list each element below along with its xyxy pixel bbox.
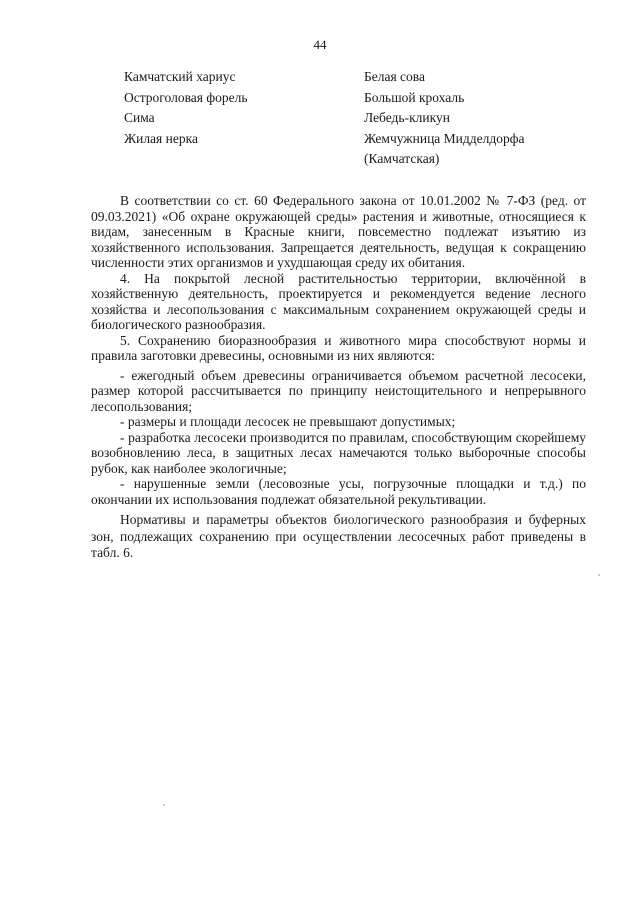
list-item: - нарушенные земли (лесовозные усы, погрузочные площадки и т.д.) по окончании их использования подлежат обязательной рекультивации. — [91, 476, 586, 507]
species-item: Сима — [124, 110, 155, 125]
scan-speck — [598, 574, 600, 576]
species-item: Белая сова — [364, 69, 425, 84]
paragraph: 5. Сохранению биоразнообразия и животного мира способствуют нормы и правила заготовки древесины, основными из них являются: — [91, 332, 586, 363]
species-item: Остроголовая форель — [124, 89, 248, 105]
species-item: Жемчужница Мидделдорфа — [364, 130, 525, 146]
species-item: Жилая нерка — [124, 130, 198, 146]
paragraph: Нормативы и параметры объектов биологического разнообразия и буферных зон, подлежащих сохранению при осуществлении лесосечных работ приведены в табл. 6. — [91, 512, 586, 560]
paragraph: 4. На покрытой лесной растительностью территории, включённой в хозяйственную деятельность, проектируется и рекомендуется ведение лесного хозяйства и лесопользования с максимальным сохранением окружающей среды и биологического разнообразия. — [91, 270, 586, 332]
species-column-left — [124, 67, 247, 170]
species-item: Лебедь-кликун — [364, 110, 450, 125]
body-text — [91, 193, 586, 562]
paragraph: В соответствии со ст. 60 Федерального закона от 10.01.2002 № 7-ФЗ (ред. от 09.03.2021) «Об охране окружающей среды» растения и животные, относящиеся к видам, занесенным в Красные книги, повсеместно подлежат изъятию из хозяйственного использования. Запрещается деятельность, ведущая к сокращению численности этих организмов и ухудшающая среду их обитания. — [91, 193, 586, 270]
page-number: 44 — [313, 37, 327, 52]
species-list — [124, 67, 554, 170]
species-item: (Камчатская) — [364, 151, 440, 166]
species-item: Камчатский хариус — [124, 69, 236, 84]
species-item: Большой крохаль — [364, 89, 465, 105]
species-column-right — [364, 67, 554, 170]
scan-speck — [163, 804, 165, 806]
list-item: - размеры и площади лесосек не превышают допустимых; — [120, 414, 456, 429]
list-item: - разработка лесосеки производится по правилам, способствующим скорейшему возобновлению леса, в защитных лесах намечаются только выборочные способы рубок, как наиболее экологичные; — [91, 429, 586, 476]
list-item: - ежегодный объем древесины ограничивается объемом расчетной лесосеки, размер которой рассчитывается по принципу неистощительного и непрерывного лесопользования; — [91, 367, 586, 414]
